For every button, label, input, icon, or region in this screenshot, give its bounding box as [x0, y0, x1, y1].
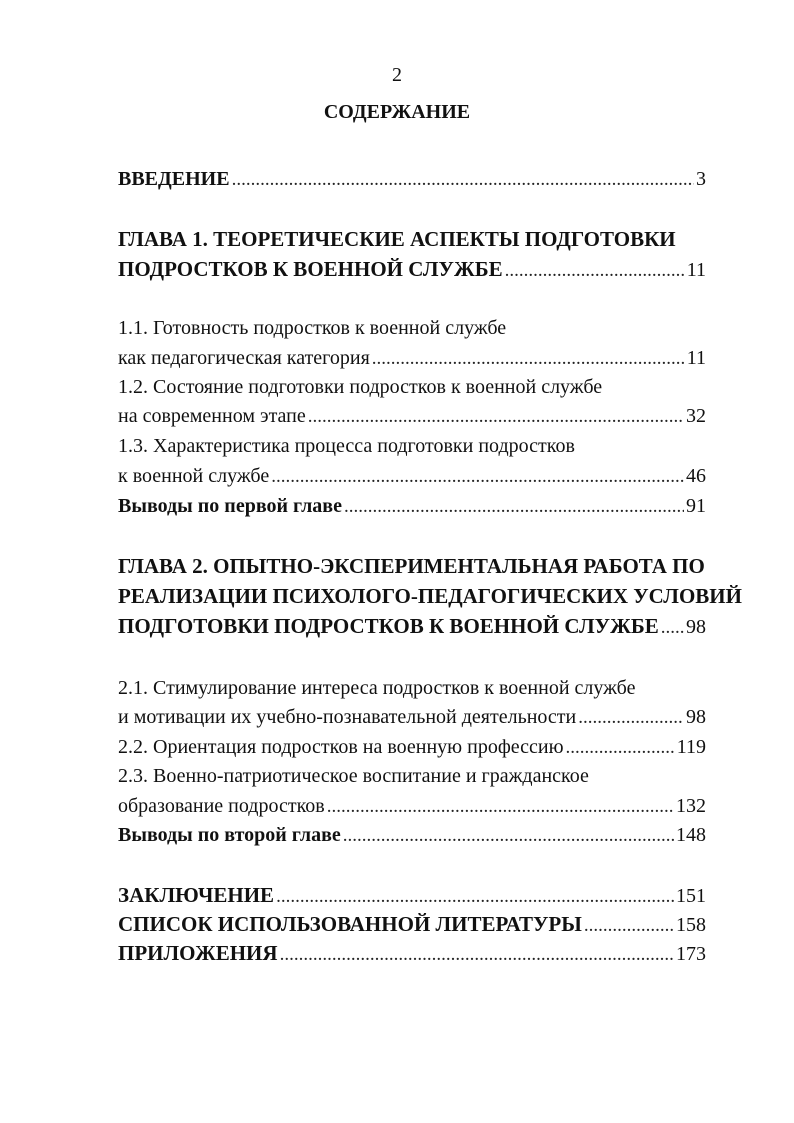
toc-chapter-1-heading[interactable]: ГЛАВА 1. ТЕОРЕТИЧЕСКИЕ АСПЕКТЫ ПОДГОТОВКИ — [118, 227, 676, 251]
dot-leader — [566, 735, 675, 761]
dot-leader — [280, 942, 674, 968]
toc-page-number: 158 — [676, 914, 706, 936]
toc-chapter-1[interactable] — [118, 256, 706, 282]
toc-page-number: 151 — [676, 885, 706, 907]
page-title: СОДЕРЖАНИЕ — [323, 101, 471, 123]
toc-entry-label: ПОДРОСТКОВ К ВОЕННОЙ СЛУЖБЕ — [118, 257, 503, 281]
toc-section-2-3-heading[interactable]: 2.3. Военно-патриотическое воспитание и гражданское — [118, 765, 589, 787]
dot-leader — [343, 823, 674, 849]
dot-leader — [584, 913, 674, 939]
toc-chapter-2-heading-2[interactable]: РЕАЛИЗАЦИИ ПСИХОЛОГО-ПЕДАГОГИЧЕСКИХ УСЛОВИЙ — [118, 584, 742, 608]
toc-chapter-2-conclusions[interactable] — [118, 822, 706, 848]
toc-page-number: 3 — [696, 168, 706, 190]
dot-leader — [276, 884, 674, 910]
toc-page-number: 11 — [686, 347, 706, 369]
toc-section-2-1[interactable] — [118, 704, 706, 730]
dot-leader — [232, 167, 694, 193]
toc-entry-introduction[interactable] — [118, 166, 706, 192]
toc-entry-label: Выводы по первой главе — [118, 495, 342, 517]
toc-page-number: 119 — [676, 736, 706, 758]
toc-page-number: 98 — [686, 616, 706, 638]
toc-entry-references[interactable] — [118, 911, 706, 937]
toc-entry-label: ПОДГОТОВКИ ПОДРОСТКОВ К ВОЕННОЙ СЛУЖБЕ — [118, 614, 659, 638]
toc-page-number: 91 — [686, 495, 706, 517]
dot-leader — [505, 258, 685, 284]
toc-chapter-2[interactable] — [118, 613, 706, 639]
toc-section-1-1-heading[interactable]: 1.1. Готовность подростков к военной службе — [118, 317, 507, 339]
toc-page-number: 11 — [686, 259, 706, 281]
toc-page-number: 148 — [676, 824, 706, 846]
toc-chapter-1-conclusions[interactable] — [118, 493, 706, 519]
toc-entry-conclusion[interactable] — [118, 882, 706, 908]
toc-entry-label: ПРИЛОЖЕНИЯ — [118, 941, 278, 965]
toc-entry-label: СПИСОК ИСПОЛЬЗОВАННОЙ ЛИТЕРАТУРЫ — [118, 912, 582, 936]
dot-leader — [372, 346, 685, 372]
toc-entry-label: 2.2. Ориентация подростков на военную профессию — [118, 736, 564, 758]
dot-leader — [578, 705, 684, 731]
page-number: 2 — [392, 64, 402, 86]
toc-page-number: 173 — [676, 943, 706, 965]
toc-page-number: 46 — [686, 465, 706, 487]
toc-section-2-3[interactable] — [118, 793, 706, 819]
dot-leader — [271, 464, 684, 490]
toc-section-1-1[interactable] — [118, 345, 706, 371]
toc-section-1-2[interactable] — [118, 403, 706, 429]
toc-page-number: 132 — [676, 795, 706, 817]
toc-chapter-2-heading-1[interactable]: ГЛАВА 2. ОПЫТНО-ЭКСПЕРИМЕНТАЛЬНАЯ РАБОТА ПО — [118, 554, 705, 578]
toc-page-number: 98 — [686, 706, 706, 728]
toc-section-2-2[interactable] — [118, 734, 706, 760]
toc-entry-label: к военной службе — [118, 465, 270, 487]
toc-entry-label: образование подростков — [118, 795, 325, 817]
toc-section-1-3-heading[interactable]: 1.3. Характеристика процесса подготовки подростков — [118, 435, 575, 457]
toc-entry-label: ЗАКЛЮЧЕНИЕ — [118, 883, 275, 907]
dot-leader — [308, 404, 684, 430]
toc-entry-appendices[interactable] — [118, 940, 706, 966]
dot-leader — [344, 494, 684, 520]
toc-entry-label: Выводы по второй главе — [118, 824, 341, 846]
toc-entry-label: и мотивации их учебно-познавательной деятельности — [118, 706, 577, 728]
toc-entry-label: как педагогическая категория — [118, 347, 370, 369]
toc-section-1-2-heading[interactable]: 1.2. Состояние подготовки подростков к военной службе — [118, 376, 603, 398]
dot-leader — [327, 794, 674, 820]
toc-entry-label: на современном этапе — [118, 405, 306, 427]
toc-entry-label: ВВЕДЕНИЕ — [118, 168, 230, 190]
dot-leader — [661, 615, 684, 641]
toc-section-2-1-heading[interactable]: 2.1. Стимулирование интереса подростков к военной службе — [118, 677, 636, 699]
toc-page-number: 32 — [686, 405, 706, 427]
toc-section-1-3[interactable] — [118, 463, 706, 489]
